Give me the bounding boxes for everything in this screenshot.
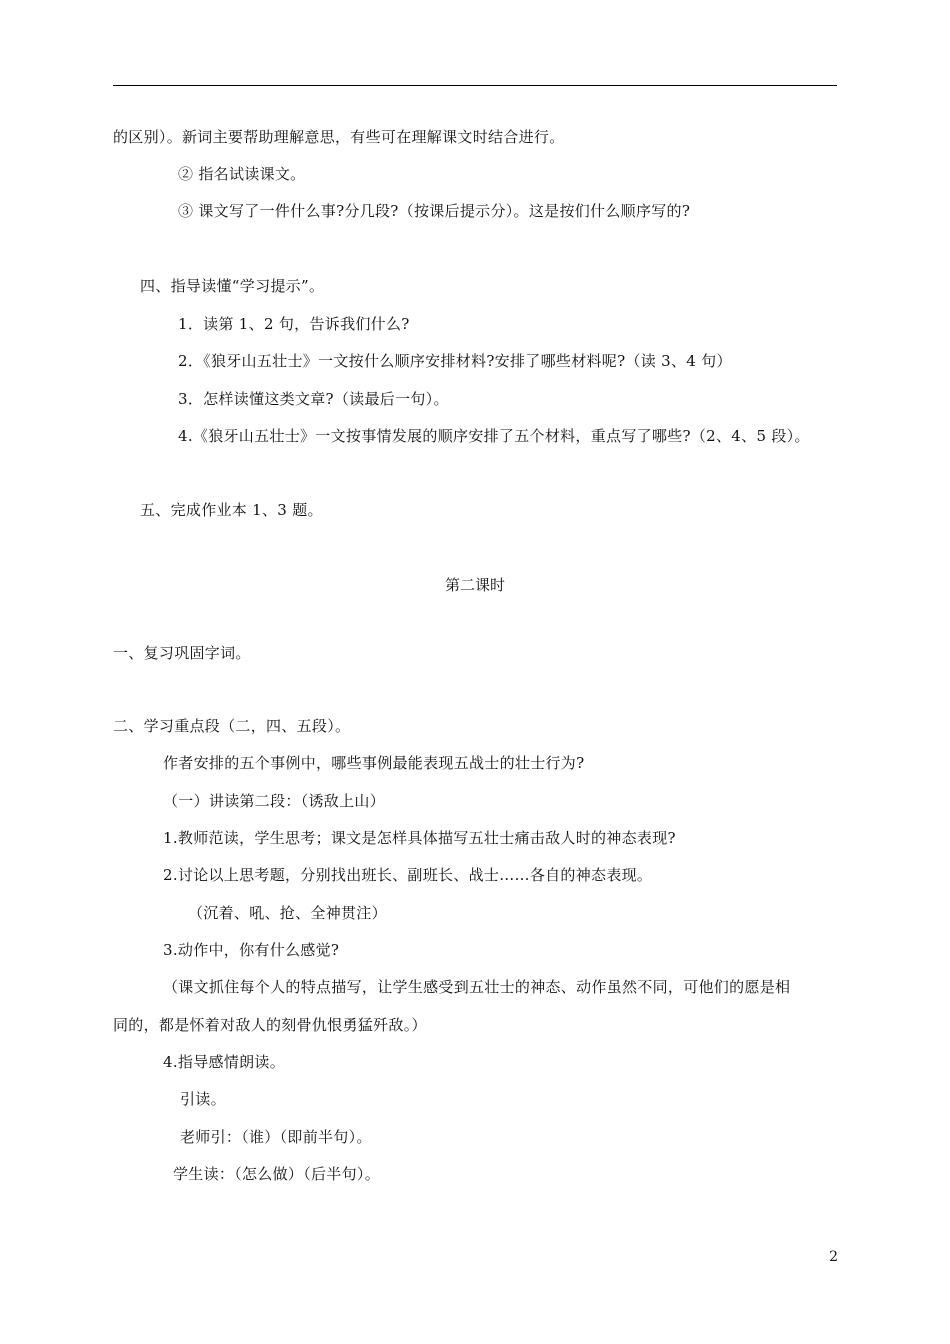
step-2: 2.讨论以上思考题，分别找出班长、副班长、战士……各自的神态表现。 [163, 866, 653, 884]
lesson-title: 第二课时 [444, 576, 505, 594]
step-3-answer-line-1: （课文抓住每个人的特点描写，让学生感受到五壮士的神态、动作虽然不同，可他们的愿是相 [163, 978, 791, 996]
text-line-student: 学生读：（怎么做）（后半句）。 [173, 1165, 381, 1183]
text-line-step-2: ② 指名试读课文。 [178, 165, 306, 183]
list-item-1: 1．读第 1、2 句，告诉我们什么? [178, 315, 410, 333]
step-1: 1.教师范读，学生思考；课文是怎样具体描写五壮士痛击敌人时的神态表现? [163, 829, 676, 847]
section-heading-4: 四、指导读懂“学习提示”。 [140, 277, 325, 295]
step-3-answer-line-2: 同的，都是怀着对敌人的刻骨仇恨勇猛歼敌。） [113, 1016, 427, 1034]
list-item-3: 3．怎样读懂这类文章?（读最后一句）。 [178, 390, 449, 408]
section-heading-5: 五、完成作业本 1、3 题。 [140, 501, 323, 519]
text-line-step-3: ③ 课文写了一件什么事?分几段?（按课后提示分）。这是按们什么顺序写的? [178, 202, 691, 220]
subsection-heading: （一）讲读第二段：（诱敌上山） [163, 792, 386, 810]
section-heading-key-paragraphs: 二、学习重点段（二，四、五段）。 [113, 717, 351, 735]
section-heading-review: 一、复习巩固字词。 [113, 644, 251, 662]
text-line-continuation: 的区别）。新词主要帮助理解意思，有些可在理解课文时结合进行。 [113, 128, 565, 146]
list-item-2: 2．《狼牙山五壮士》一文按什么顺序安排材料?安排了哪些材料呢?（读 3、4 句） [178, 352, 732, 370]
header-rule [113, 85, 837, 86]
step-3: 3.动作中，你有什么感觉? [163, 941, 340, 959]
step-4: 4.指导感情朗读。 [163, 1053, 286, 1071]
text-line-question: 作者安排的五个事例中，哪些事例最能表现五战士的壮士行为? [163, 754, 585, 772]
text-line-lead-reading: 引读。 [180, 1090, 226, 1108]
text-line-teacher: 老师引：（谁）（即前半句）。 [180, 1128, 372, 1146]
step-2-answer: （沉着、吼、抢、全神贯注） [188, 904, 387, 922]
page-number: 2 [829, 1249, 838, 1265]
list-item-4: 4.《狼牙山五壮士》一文按事情发展的顺序安排了五个材料，重点写了哪些?（2、4、5 段）。 [178, 427, 810, 445]
